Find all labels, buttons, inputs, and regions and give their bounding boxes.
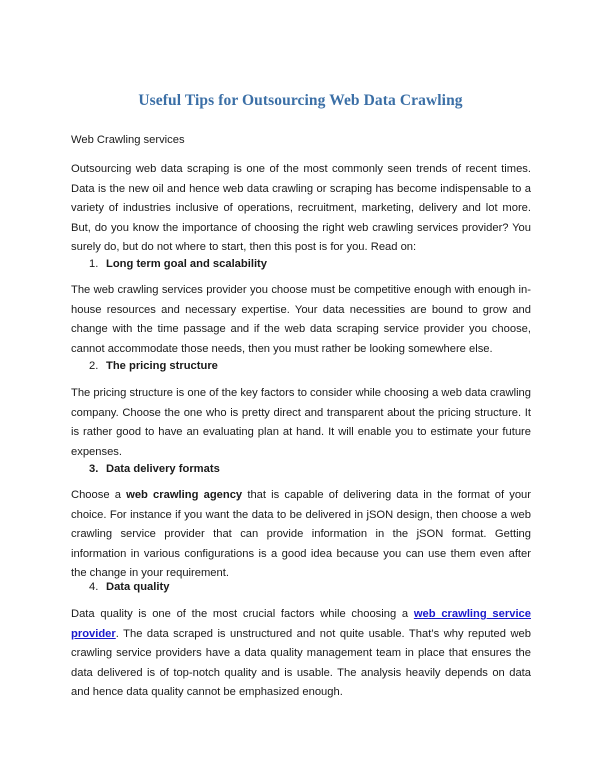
intro-paragraph: Outsourcing web data scraping is one of the most commonly seen trends of recent times. Data is the new oil and hence web data crawling or scraping has become indispensable to a variety of industries inclusive of operations, recruitment, marketing, delivery and lot more. But, do you know the importance of choosing the right web crawling services provider? You surely do, but do not where to start, then this post is for you. Read on:	[71, 163, 531, 254]
section-body-data-quality	[71, 605, 531, 703]
web-crawling-service-provider-link[interactable]: web crawling service provider	[71, 608, 531, 640]
section-heading-label: Long term goal and scalability	[106, 258, 268, 270]
section-body-long-term-goal: The web crawling services provider you choose must be competitive enough with enough in-house resources and necessary expertise. Your data necessities are bound to grow and change with the time passage and if the web data scraping service provider you choose, cannot accommodate those needs, then you must rather be looking somewhere else.	[71, 284, 531, 355]
section-heading-label: The pricing structure	[106, 360, 218, 372]
section-heading-label: Data quality	[106, 581, 170, 593]
body-text: . The data scraped is unstructured and not quite usable. That’s why reputed web crawling service providers have a data quality management team in place that ensures the data delivered is of top-notch quality and is usable. The analysis heavily depends on data and hence data quality cannot be emphasized enough.	[71, 627, 531, 699]
section-heading-label: Data delivery formats	[106, 463, 220, 475]
body-text: Data quality is one of the most crucial factors while choosing a	[71, 608, 414, 620]
body-text: Choose a	[71, 489, 127, 501]
section-number: 4.	[89, 581, 99, 593]
section-heading-pricing-structure	[89, 360, 218, 372]
section-number: 2.	[89, 360, 99, 372]
section-heading-long-term-goal	[89, 258, 267, 270]
subtitle: Web Crawling services	[71, 134, 185, 146]
section-number: 1.	[89, 258, 99, 270]
section-body-data-delivery-formats	[71, 486, 531, 584]
section-heading-data-delivery-formats	[89, 463, 220, 475]
emphasis-web-crawling-agency: web crawling agency	[126, 489, 243, 501]
section-number: 3.	[89, 463, 99, 475]
section-heading-data-quality	[89, 581, 169, 593]
body-text: that is capable of delivering data in the format of your choice. For instance if you want the data to be delivered in jSON design, then choose a web crawling service provider that can provide information in the jSON format. Getting information in various configurations is a good idea because you can use them even after the change in your requirement.	[71, 489, 532, 580]
page-title: Useful Tips for Outsourcing Web Data Crawling	[138, 92, 463, 109]
section-body-pricing-structure: The pricing structure is one of the key factors to consider while choosing a web data crawling company. Choose the one who is pretty direct and transparent about the pricing structure. It is rather good to have an evaluating plan at hand. It will enable you to estimate your future expenses.	[71, 387, 531, 458]
